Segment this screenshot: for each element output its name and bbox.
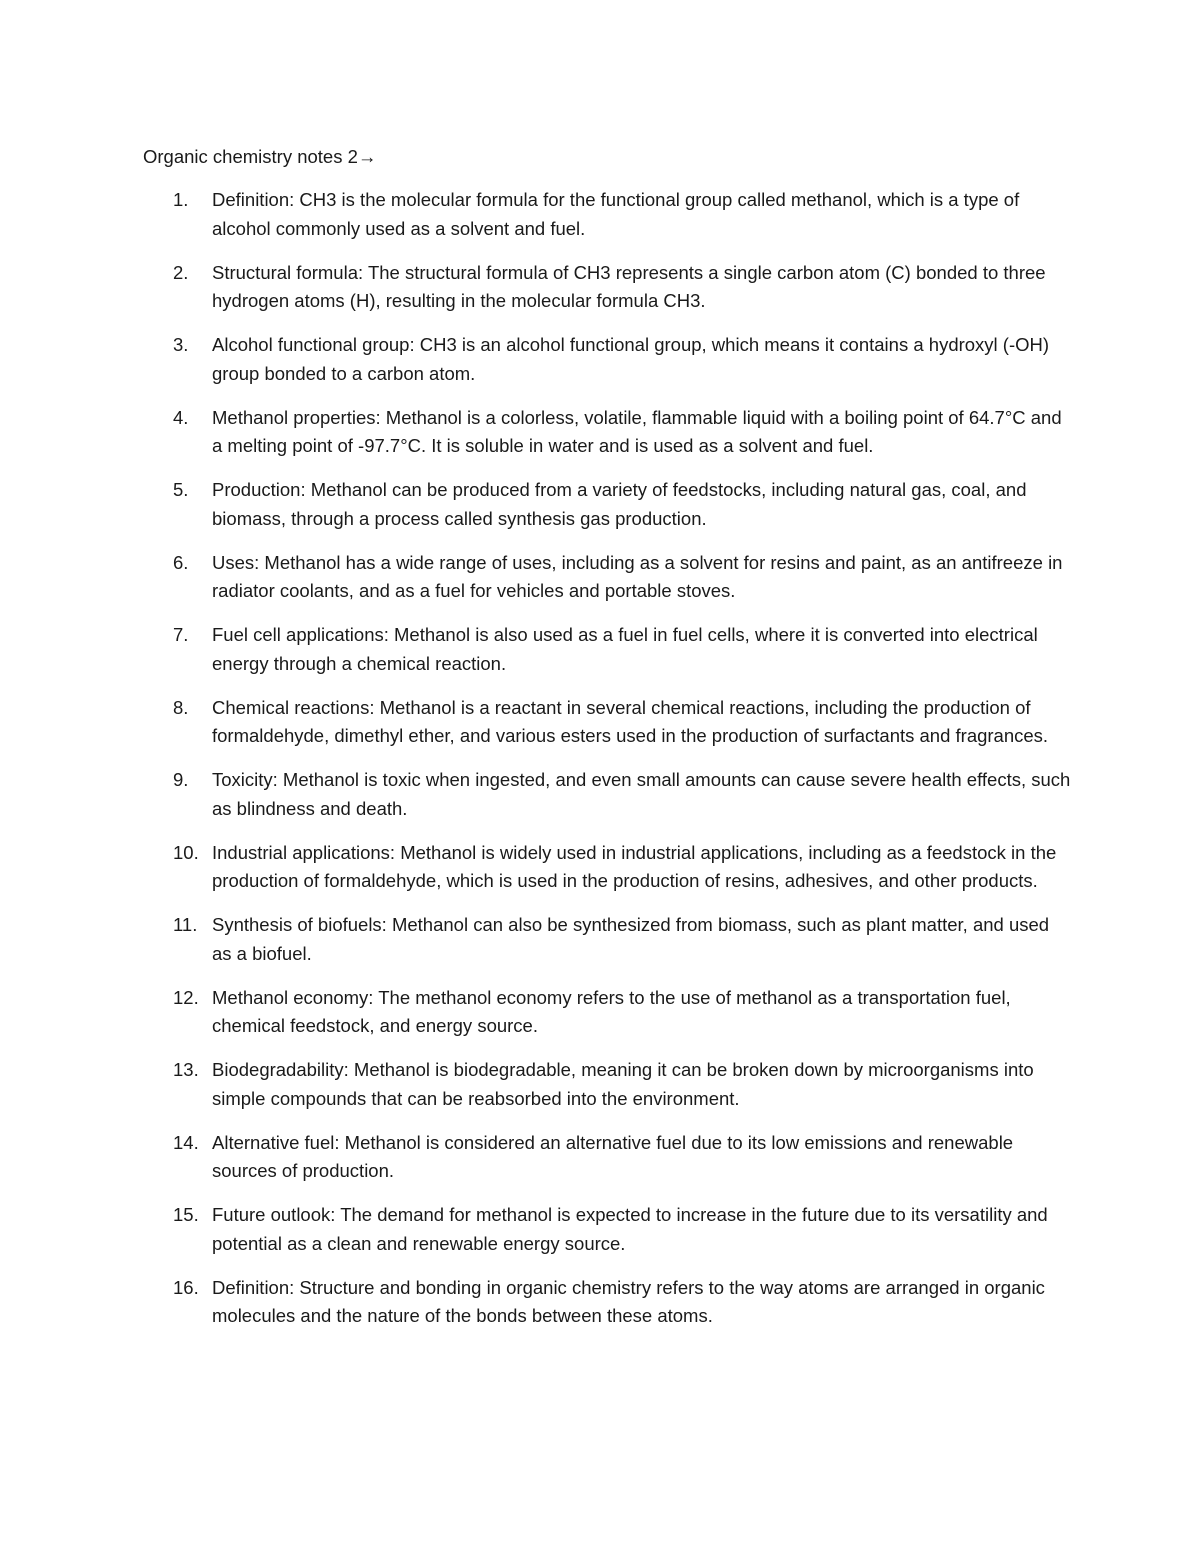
list-item — [143, 694, 1073, 751]
list-item — [143, 839, 1073, 896]
list-item-text: Alternative fuel: Methanol is considered an alternative fuel due to its low emissions and renewable sources of production. — [212, 1131, 1014, 1181]
list-item-number: 13. — [173, 1059, 199, 1080]
list-item-number: 9. — [173, 769, 189, 790]
list-item-text: Fuel cell applications: Methanol is also used as a fuel in fuel cells, where it is converted into electrical energy through a chemical reaction. — [212, 624, 1038, 674]
list-item — [143, 1201, 1073, 1258]
list-item-number: 1. — [173, 189, 189, 210]
list-item-text: Methanol properties: Methanol is a colorless, volatile, flammable liquid with a boiling point of 64.7°C and a melting point of -97.7°C. It is soluble in water and is used as a solvent and fuel. — [212, 406, 1062, 456]
list-item — [143, 984, 1073, 1041]
list-item — [143, 1056, 1073, 1113]
list-item-number: 3. — [173, 334, 189, 355]
notes-list — [143, 186, 1073, 1346]
list-item-number: 14. — [173, 1131, 199, 1153]
list-item-number: 5. — [173, 479, 189, 500]
list-item — [143, 259, 1073, 316]
list-item — [143, 1274, 1073, 1331]
list-item-text: Uses: Methanol has a wide range of uses, including as a solvent for resins and paint, as an antifreeze in radiator coolants, and as a fuel for vehicles and portable stoves. — [212, 551, 1063, 601]
list-item-number: 4. — [173, 406, 189, 428]
list-item-text: Chemical reactions: Methanol is a reactant in several chemical reactions, including the production of formaldehyde, dimethyl ether, and various esters used in the production of surfactants and fragrances. — [212, 696, 1049, 746]
list-item-number: 15. — [173, 1204, 199, 1225]
list-item-text: Methanol economy: The methanol economy refers to the use of methanol as a transportation fuel, chemical feedstock, and energy source. — [212, 986, 1011, 1036]
list-item-text: Definition: CH3 is the molecular formula for the functional group called methanol, which is a type of alcohol commonly used as a solvent and fuel. — [212, 189, 1020, 239]
list-item-text: Structural formula: The structural formula of CH3 represents a single carbon atom (C) bonded to three hydrogen atoms (H), resulting in the molecular formula CH3. — [212, 261, 1046, 311]
list-item — [143, 186, 1073, 243]
list-item — [143, 621, 1073, 678]
list-item — [143, 911, 1073, 968]
list-item-text: Definition: Structure and bonding in organic chemistry refers to the way atoms are arranged in organic molecules and the nature of the bonds between these atoms. — [212, 1276, 1045, 1326]
list-item-text: Biodegradability: Methanol is biodegradable, meaning it can be broken down by microorganisms into simple compounds that can be reabsorbed into the environment. — [212, 1059, 1034, 1109]
list-item — [143, 549, 1073, 606]
list-item-number: 8. — [173, 696, 189, 718]
list-item — [143, 476, 1073, 533]
list-item-text: Toxicity: Methanol is toxic when ingested, and even small amounts can cause severe health effects, such as blindness and death. — [212, 769, 1071, 819]
list-item-number: 10. — [173, 841, 199, 863]
list-item-number: 7. — [173, 624, 189, 645]
list-item-text: Alcohol functional group: CH3 is an alcohol functional group, which means it contains a hydroxyl (-OH) group bonded to a carbon atom. — [212, 334, 1050, 384]
list-item — [143, 1129, 1073, 1186]
page-title: Organic chemistry notes 2→ — [143, 146, 377, 167]
list-item-number: 6. — [173, 551, 189, 573]
list-item-number: 16. — [173, 1276, 199, 1298]
list-item-text: Synthesis of biofuels: Methanol can also be synthesized from biomass, such as plant matter, and used as a biofuel. — [212, 914, 1050, 964]
list-item-text: Industrial applications: Methanol is widely used in industrial applications, including as a feedstock in the production of formaldehyde, which is used in the production of resins, adhesives, and other products. — [212, 841, 1057, 891]
list-item — [143, 331, 1073, 388]
list-item-number: 12. — [173, 986, 199, 1008]
list-item-text: Production: Methanol can be produced from a variety of feedstocks, including natural gas, coal, and biomass, through a process called synthesis gas production. — [212, 479, 1027, 529]
list-item-number: 11. — [173, 914, 198, 935]
list-item-number: 2. — [173, 261, 189, 283]
list-item — [143, 404, 1073, 461]
list-item — [143, 766, 1073, 823]
list-item-text: Future outlook: The demand for methanol is expected to increase in the future due to its versatility and potential as a clean and renewable energy source. — [212, 1204, 1048, 1254]
